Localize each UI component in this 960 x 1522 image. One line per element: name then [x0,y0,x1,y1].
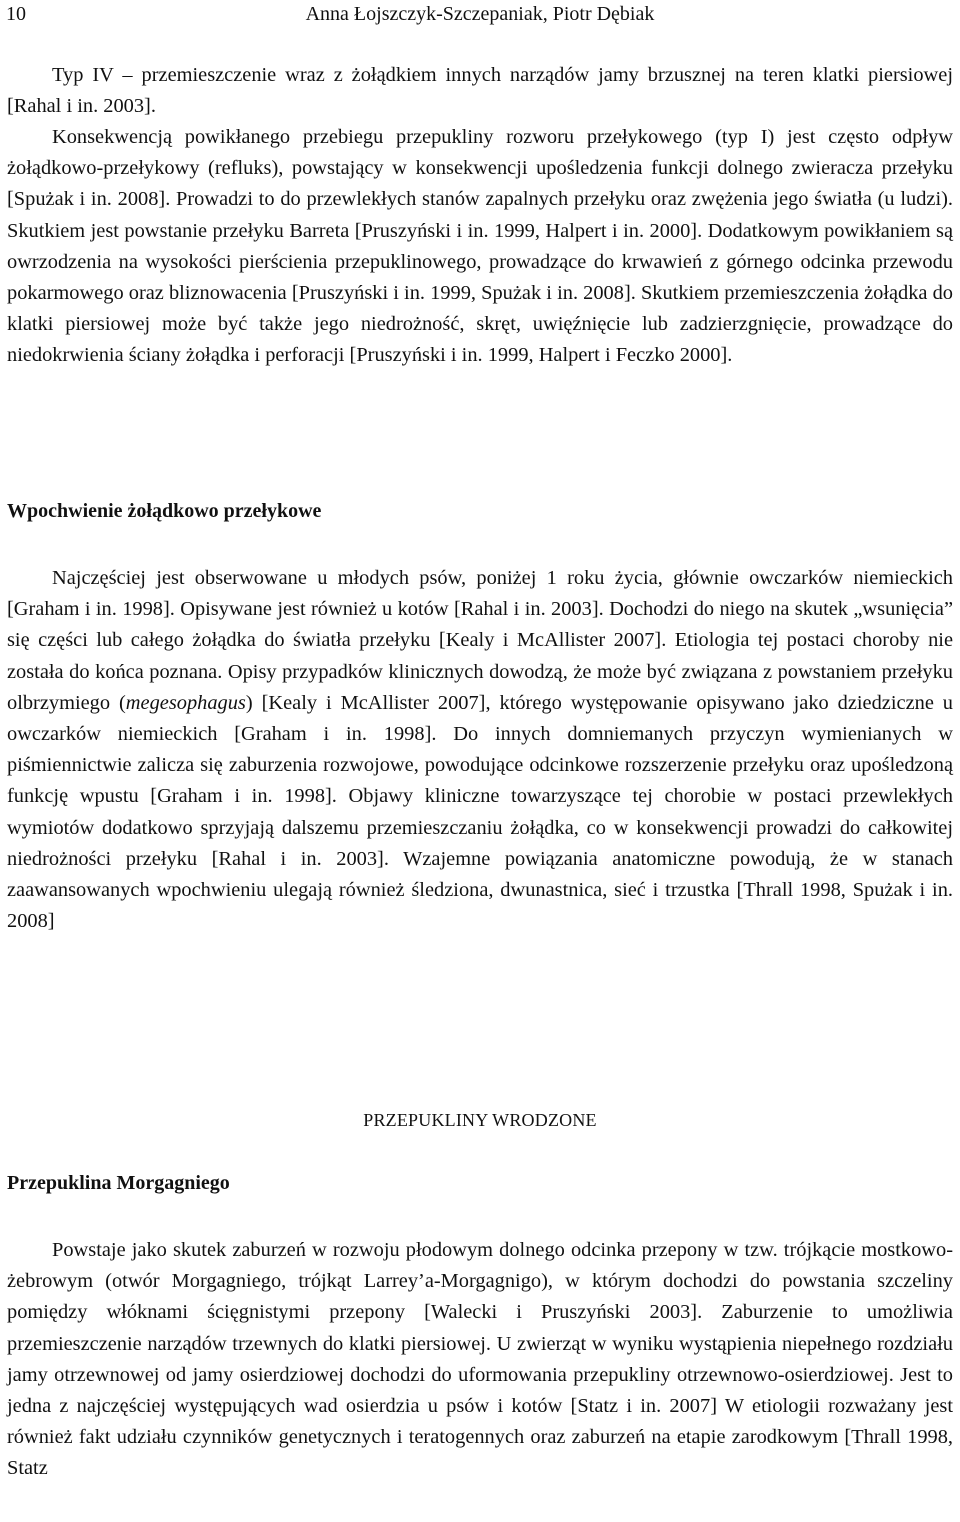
page-number: 10 [6,3,26,25]
chapter-heading: PRZEPUKLINY WRODZONE [363,1110,597,1130]
page-header [6,2,954,26]
italic-term: megesophagus [125,691,246,714]
paragraph-type-iv: Typ IV – przemieszczenie wraz z żołądkiem innych narządów jamy brzusznej na teren klatki piersiowej [Rahal i in. 2003]. [7,64,953,118]
section-heading-intussusception: Wpochwienie żołądkowo przełykowe [7,500,322,522]
paragraph-intussusception [7,563,953,937]
section-heading-morgagni: Przepuklina Morgagniego [7,1172,230,1194]
paragraph-morgagni: Powstaje jako skutek zaburzeń w rozwoju płodowym dolnego odcinka przepony w tzw. trójkącie mostkowo-żebrowym (otwór Morgagniego, trójkąt Larrey’a-Morgagnigo), w którym dochodzi do powstania szczeliny pomiędzy włóknami ścięgnistymi przepony [Walecki i Pruszyński 2003]. Zaburzenie to umożliwia przemieszczenie narządów trzewnych do klatki piersiowej. U zwierząt w wyniku wystąpienia niepełnego rozdziału jamy otrzewnowej od jamy osierdziowej dochodzi do uformowania przepukliny otrzewnowo-osierdziowej. Jest to jedna z najczęściej występujących wad osierdzia u psów i kotów [Statz i in. 2007] W etiologii rozważany jest również fakt udziału czynników genetycznych i teratogennych oraz zaburzeń na etapie zarodkowym [Thrall 1998, Statz [7,1239,953,1480]
running-head: Anna Łojszczyk-Szczepaniak, Piotr Dębiak [305,3,655,25]
paragraph-complications: Konsekwencją powikłanego przebiegu przepukliny rozworu przełykowego (typ I) jest często odpływ żołądkowo-przełykowy (refluks), powstający w konsekwencji upośledzenia funkcji dolnego zwieracza przełyku [Spużak i in. 2008]. Prowadzi to do przewlekłych stanów zapalnych przełyku oraz zwężenia jego światła (u ludzi). Skutkiem jest powstanie przełyku Barreta [Pruszyński i in. 1999, Halpert i in. 2000]. Dodatkowym powikłaniem są owrzodzenia na wysokości pierścienia przepuklinowego, prowadzące do krwawień z górnego odcinka przewodu pokarmowego oraz bliznowacenia [Pruszyński i in. 1999, Spużak i in. 2008]. Skutkiem przemieszczenia żołądka do klatki piersiowej może być także jego niedrożność, skręt, uwięźnięcie lub zadzierzgnięcie, prowadzące do niedokrwienia ściany żołądka i perforacji [Pruszyński i in. 1999, Halpert i Feczko 2000]. [7,126,953,367]
paragraph-text: ) [Kealy i McAllister 2007], którego występowanie opisywano jako dziedziczne u owczarków niemieckich [Graham i in. 1998]. Do innych domniemanych przyczyn wymienianych w piśmiennictwie zalicza się zaburzenia rozwojowe, powodujące odcinkowe rozszerzenie przełyku oraz upośledzoną funkcję wpustu [Graham i in. 1998]. Objawy kliniczne towarzyszące tej chorobie w postaci przewlekłych wymiotów dodatkowo sprzyjają dalszemu przemieszczaniu żołądka, co w konsekwencji prowadzi do całkowitej niedrożności przełyku [Rahal i in. 2003]. Wzajemne powiązania anatomiczne powodują, że w stanach zaawansowanych wpochwieniu ulegają również śledziona, dwunastnica, sieć i trzustka [Thrall 1998, Spużak i in. 2008] [7,691,953,933]
paragraph-text: Najczęściej jest obserwowane u młodych psów, poniżej 1 roku życia, głównie owczarków niemieckich [Graham i in. 1998]. Opisywane jest również u kotów [Rahal i in. 2003]. Dochodzi do niego na skutek „wsunięcia” się części lub całego żołądka do światła przełyku [Kealy i McAllister 2007]. Etiologia tej postaci choroby nie została do końca poznana. Opisy przypadków klinicznych dowodzą, że może być związana z powstaniem przełyku olbrzymiego ( [7,567,953,714]
